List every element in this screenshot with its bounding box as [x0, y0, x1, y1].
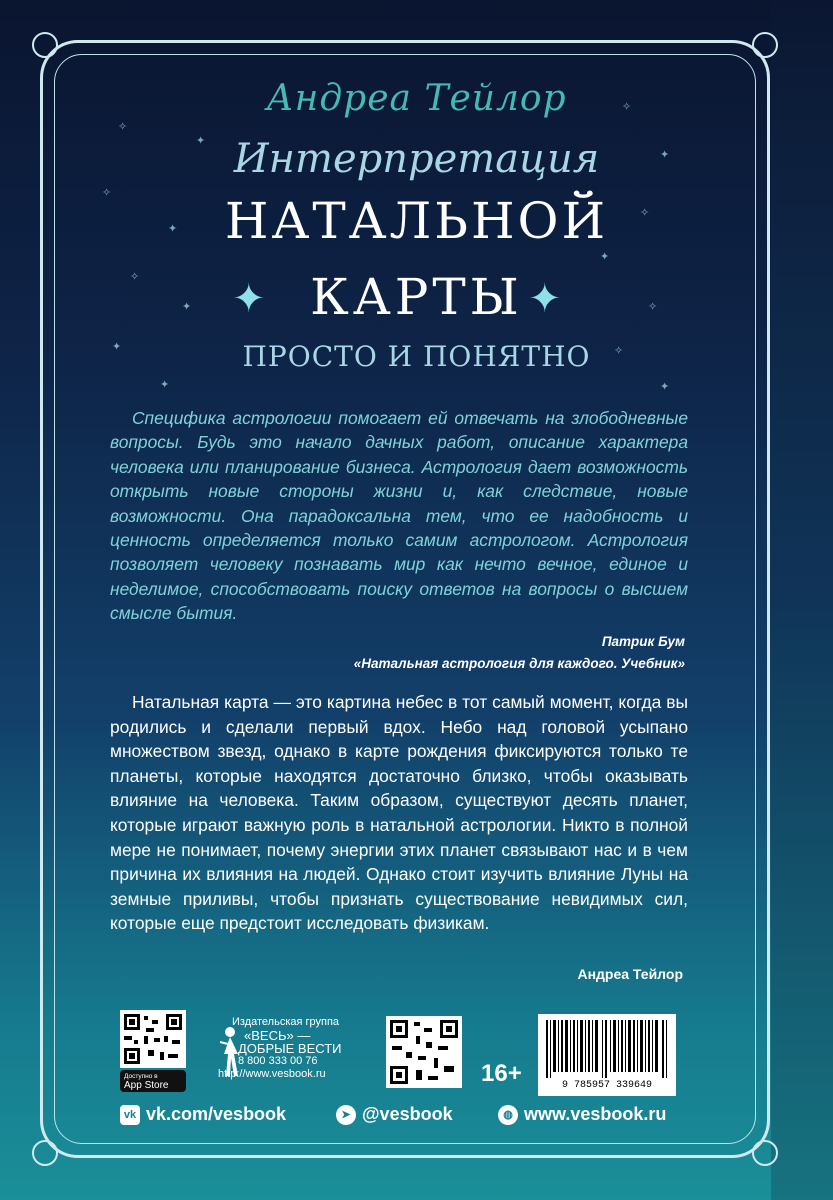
subtitle: ПРОСТО И ПОНЯТНО — [242, 340, 591, 373]
website-link[interactable]: www.vesbook.ru — [524, 1104, 667, 1124]
star-icon: ✦ — [600, 250, 610, 263]
star-icon: ✧ — [622, 100, 632, 113]
app-store-small-label: Доступно в — [124, 1073, 158, 1080]
title-line-3: КАРТЫ — [310, 268, 523, 326]
star-icon: ✧ — [102, 186, 112, 199]
frame-corner-ornament — [32, 32, 58, 58]
vk-link[interactable]: vk.com/vesbook — [146, 1104, 287, 1124]
social-vk[interactable] — [120, 1104, 286, 1125]
star-icon: ✦ — [168, 222, 178, 235]
telegram-icon: ➤ — [336, 1105, 356, 1125]
frame-corner-ornament — [32, 1140, 58, 1166]
star-icon: ✧ — [130, 270, 140, 283]
star-icon: ✧ — [614, 344, 624, 357]
star-icon: ✦ — [196, 134, 206, 147]
quote-text: Специфика астрологии помогает ей отвечать на злободневные вопросы. Будь это начало дачных работ, описание характера человека или планирование бизнеса. Астрология дает возможность открыть новые стороны жизни и, как следствие, новые возможности. Она парадоксальна тем, что ее надобность и ценность определяется только самим астрологом. Астрология позволяет человеку познавать мир как нечто вечное, единое и неделимое, способствовать поиску ответов на вопросы о высшем смысле бытия. — [110, 408, 688, 624]
qr-code — [120, 1010, 186, 1068]
star-icon: ✦ — [660, 380, 670, 393]
publisher-group-label: Издательская группа — [232, 1016, 340, 1028]
quote-author: Патрик Бум — [601, 634, 685, 649]
frame-corner-ornament — [752, 1140, 778, 1166]
annotation-text — [110, 690, 688, 936]
quote-source: «Натальная астрология для каждого. Учебник» — [353, 656, 685, 671]
publisher-url[interactable]: http://www.vesbook.ru — [218, 1068, 326, 1080]
star-icon: ✧ — [640, 206, 650, 219]
qr-code — [386, 1016, 462, 1088]
star-icon: ✧ — [648, 300, 658, 313]
telegram-link[interactable]: @vesbook — [362, 1104, 453, 1124]
star-icon: ✦ — [660, 148, 670, 161]
star-icon: ✦ — [182, 300, 192, 313]
star-icon: ✧ — [118, 120, 128, 133]
social-telegram[interactable] — [336, 1104, 453, 1125]
annotation-paragraph: Натальная карта — это картина небес в тот самый момент, когда вы родились и сделали первый вдох. Небо над головой усыпано множеством звезд, однако в карте рождения фиксируются только те планеты, которые находятся достаточно близко, чтобы оказывать влияние на человека. Таким образом, существуют десять планет, которые играют важную роль в натальной астрологии. Никто в полной мере не понимает, почему энергии этих планет связывают нас и в чем причина их влияния на людей. Однако стоит изучить влияние Луны на земные приливы, чтобы признать существование невидимых сил, которые еще предстоит исследовать физикам. — [110, 692, 688, 934]
vk-icon: vk — [120, 1105, 140, 1125]
annotation-signature: Андреа Тейлор — [577, 966, 683, 982]
star-icon: ✦ — [160, 378, 170, 391]
globe-icon: ◍ — [498, 1105, 518, 1125]
publisher-name: «ВЕСЬ» — — [244, 1028, 311, 1043]
publisher-slogan: ДОБРЫЕ ВЕСТИ — [238, 1041, 342, 1056]
age-rating: 16+ — [481, 1060, 522, 1087]
social-web[interactable] — [498, 1104, 666, 1125]
publisher-phone: 8 800 333 00 76 — [238, 1055, 318, 1067]
star-icon: ✦ — [112, 340, 122, 353]
epigraph-quote — [110, 406, 688, 626]
title-line-1: Интерпретация — [233, 136, 600, 182]
title-line-2: НАТАЛЬНОЙ — [224, 192, 609, 250]
publisher-info — [218, 1016, 342, 1081]
author-name-script: Андреа Тейлор — [266, 78, 567, 119]
app-store-label: App Store — [124, 1080, 169, 1091]
sparkle-icon: ✦ — [232, 276, 266, 322]
app-store-badge[interactable] — [120, 1070, 186, 1092]
isbn-number: 9 785957 339649 — [561, 1080, 652, 1091]
frame-corner-ornament — [752, 32, 778, 58]
sparkle-icon: ✦ — [528, 276, 562, 322]
